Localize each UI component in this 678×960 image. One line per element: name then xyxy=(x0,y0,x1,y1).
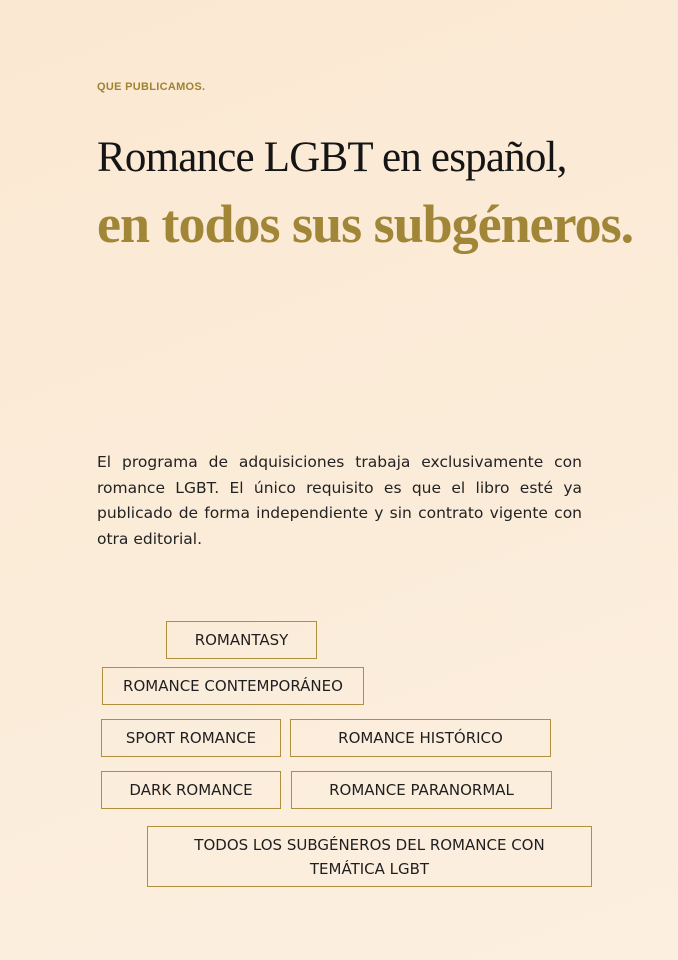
section-eyebrow: QUE PUBLICAMOS. xyxy=(97,81,206,93)
tag-romance-contemporaneo: ROMANCE CONTEMPORÁNEO xyxy=(102,667,364,705)
tag-romance-historico: ROMANCE HISTÓRICO xyxy=(290,719,551,757)
intro-paragraph: El programa de adquisiciones trabaja exclusivamente con romance LGBT. El único requisito es que el libro esté ya publicado de forma independiente y sin contrato vigente con otra editorial. xyxy=(97,453,582,548)
headline-line-dark: Romance LGBT en español, xyxy=(97,134,567,181)
tag-todos-los-subgeneros: TODOS LOS SUBGÉNEROS DEL ROMANCE CON TEMÁTICA LGBT xyxy=(147,826,592,887)
tag-dark-romance: DARK ROMANCE xyxy=(101,771,281,809)
page-headline xyxy=(97,130,657,262)
tag-sport-romance: SPORT ROMANCE xyxy=(101,719,281,757)
headline-line-accent: en todos sus subgéneros. xyxy=(97,194,634,254)
tag-romantasy: ROMANTASY xyxy=(166,621,317,659)
tag-romance-paranormal: ROMANCE PARANORMAL xyxy=(291,771,552,809)
